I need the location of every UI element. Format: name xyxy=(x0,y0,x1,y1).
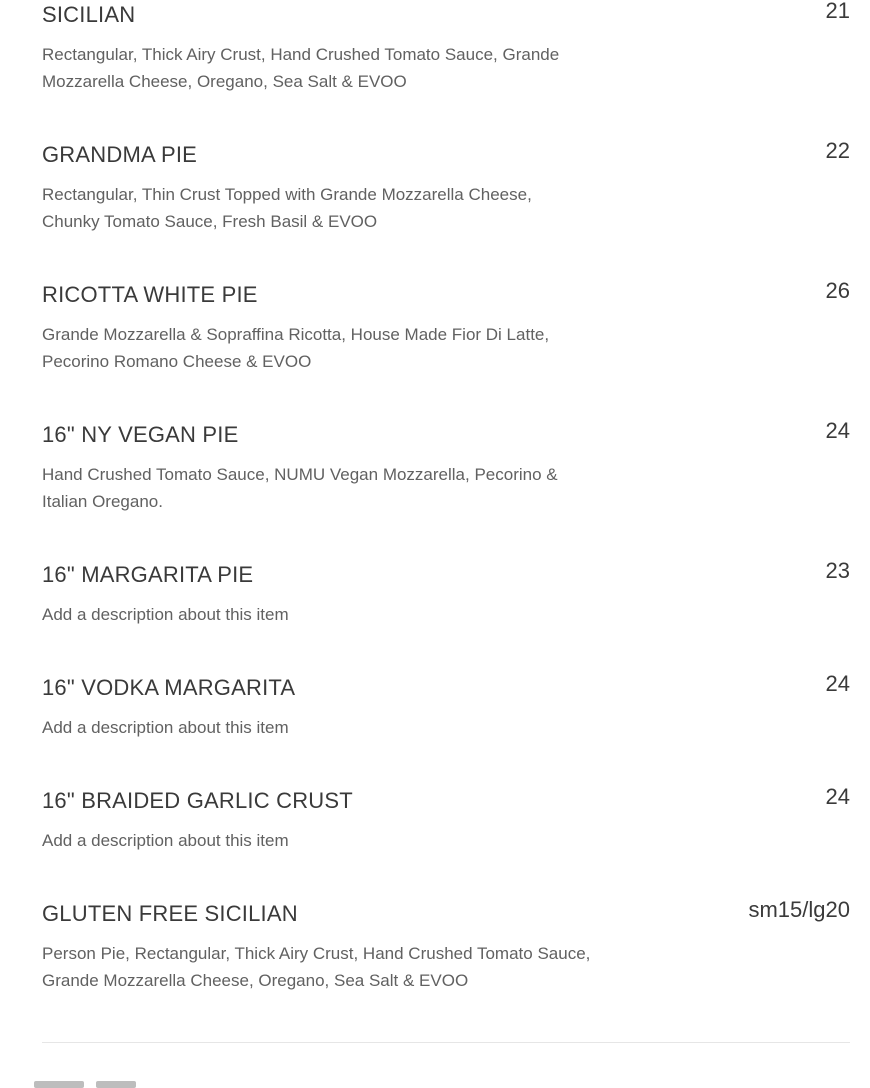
clipped-next-section-heading xyxy=(42,1043,850,1088)
menu-item-description: Grande Mozzarella & Sopraffina Ricotta, House Made Fior Di Latte, Pecorino Romano Cheese & EVOO xyxy=(42,325,550,371)
menu-item-header xyxy=(42,671,850,701)
menu-item-header xyxy=(42,2,850,28)
menu-item-price: 23 xyxy=(825,558,850,583)
menu-item-title: 16" MARGARITA PIE xyxy=(42,562,254,587)
menu-item-description: Rectangular, Thin Crust Topped with Grande Mozzarella Cheese, Chunky Tomato Sauce, Fresh Basil & EVOO xyxy=(42,185,532,231)
menu-item-header xyxy=(42,418,850,448)
menu-item xyxy=(42,278,850,375)
menu-item-header xyxy=(42,897,850,927)
menu-item-title: RICOTTA WHITE PIE xyxy=(42,282,258,307)
menu-item-price: 22 xyxy=(825,138,850,163)
menu-item-title: 16" NY VEGAN PIE xyxy=(42,422,239,447)
menu-item xyxy=(42,418,850,515)
menu-item-description: Add a description about this item xyxy=(42,605,289,624)
menu-item-title: 16" VODKA MARGARITA xyxy=(42,675,296,700)
menu-item-price: 21 xyxy=(825,0,850,23)
menu-item xyxy=(42,558,850,628)
menu-item xyxy=(42,2,850,95)
menu-item xyxy=(42,897,850,994)
menu-item-title: 16" BRAIDED GARLIC CRUST xyxy=(42,788,353,813)
menu-item-title: SICILIAN xyxy=(42,2,136,27)
menu-item-title: GLUTEN FREE SICILIAN xyxy=(42,901,298,926)
menu-item-header xyxy=(42,784,850,814)
menu-item xyxy=(42,784,850,854)
menu-item-title: GRANDMA PIE xyxy=(42,142,198,167)
menu-item-price: 24 xyxy=(825,671,850,696)
menu-item-description: Add a description about this item xyxy=(42,718,289,737)
menu-item-description: Rectangular, Thick Airy Crust, Hand Crushed Tomato Sauce, Grande Mozzarella Cheese, Oregano, Sea Salt & EVOO xyxy=(42,45,560,91)
menu-item-header xyxy=(42,138,850,168)
menu-list xyxy=(42,2,850,994)
menu-item-header xyxy=(42,558,850,588)
menu-item-price: sm15/lg20 xyxy=(748,897,850,922)
menu-item-description: Hand Crushed Tomato Sauce, NUMU Vegan Mozzarella, Pecorino & Italian Oregano. xyxy=(42,465,558,511)
menu-item-price: 24 xyxy=(825,784,850,809)
menu-item xyxy=(42,138,850,235)
menu-item-description: Add a description about this item xyxy=(42,831,289,850)
menu-item xyxy=(42,671,850,741)
menu-item-price: 26 xyxy=(825,278,850,303)
menu-item-header xyxy=(42,278,850,308)
menu-item-price: 24 xyxy=(825,418,850,443)
menu-item-description: Person Pie, Rectangular, Thick Airy Crust, Hand Crushed Tomato Sauce, Grande Mozzarella Cheese, Oregano, Sea Salt & EVOO xyxy=(42,944,591,990)
